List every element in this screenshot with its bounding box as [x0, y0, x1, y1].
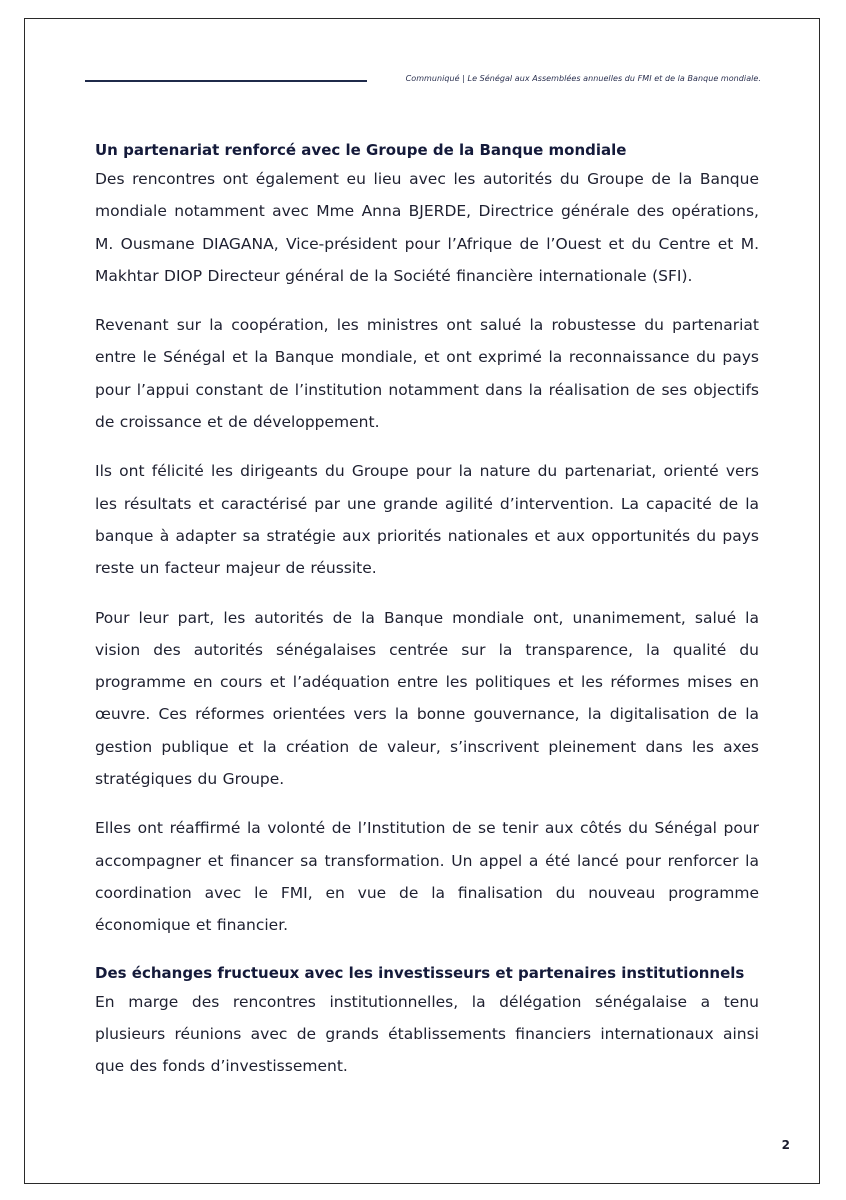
paragraph: En marge des rencontres institutionnelles, la délégation sénégalaise a tenu plusieurs réunions avec de grands établissements financiers internationaux ainsi que des fonds d’investissement. [95, 992, 759, 1076]
section-heading-investisseurs: Des échanges fructueux avec les investisseurs et partenaires institutionnels [95, 963, 745, 982]
paragraph: Des rencontres ont également eu lieu avec les autorités du Groupe de la Banque mondiale notamment avec Mme Anna BJERDE, Directrice générale des opérations, M. Ousmane DIAGANA, Vice-président pour l’Afrique de l’Ouest et du Centre et M. Makhtar DIOP Directeur général de la Société financière internationale (SFI). [95, 170, 759, 285]
paragraph: Revenant sur la coopération, les ministres ont salué la robustesse du partenariat entre le Sénégal et la Banque mondiale, et ont exprimé la reconnaissance du pays pour l’appui constant de l’institution notamment dans la réalisation de ses objectifs de croissance et de développement. [95, 316, 759, 432]
document-page [24, 18, 820, 1184]
document-body [95, 137, 759, 1082]
header-title: Communiqué | Le Sénégal aux Assemblées annuelles du FMI et de la Banque mondiale. [405, 74, 761, 83]
page-number: 2 [781, 1138, 790, 1152]
paragraph: Ils ont félicité les dirigeants du Groupe pour la nature du partenariat, orienté vers les résultats et caractérisé par une grande agilité d’intervention. La capacité de la banque à adapter sa stratégie aux priorités nationales et aux opportunités du pays reste un facteur majeur de réussite. [95, 462, 759, 578]
paragraph: Pour leur part, les autorités de la Banque mondiale ont, unanimement, salué la vision des autorités sénégalaises centrée sur la transparence, la qualité du programme en cours et l’adéquation entre les politiques et les réformes mises en œuvre. Ces réformes orientées vers la bonne gouvernance, la digitalisation de la gestion publique et la création de valeur, s’inscrivent pleinement dans les axes stratégiques du Groupe. [95, 608, 759, 789]
section-heading-banque-mondiale: Un partenariat renforcé avec le Groupe de la Banque mondiale [95, 141, 627, 159]
paragraph: Elles ont réaffirmé la volonté de l’Institution de se tenir aux côtés du Sénégal pour accompagner et financer sa transformation. Un appel a été lancé pour renforcer la coordination avec le FMI, en vue de la finalisation du nouveau programme économique et financier. [95, 819, 759, 935]
header-rule [85, 80, 367, 82]
